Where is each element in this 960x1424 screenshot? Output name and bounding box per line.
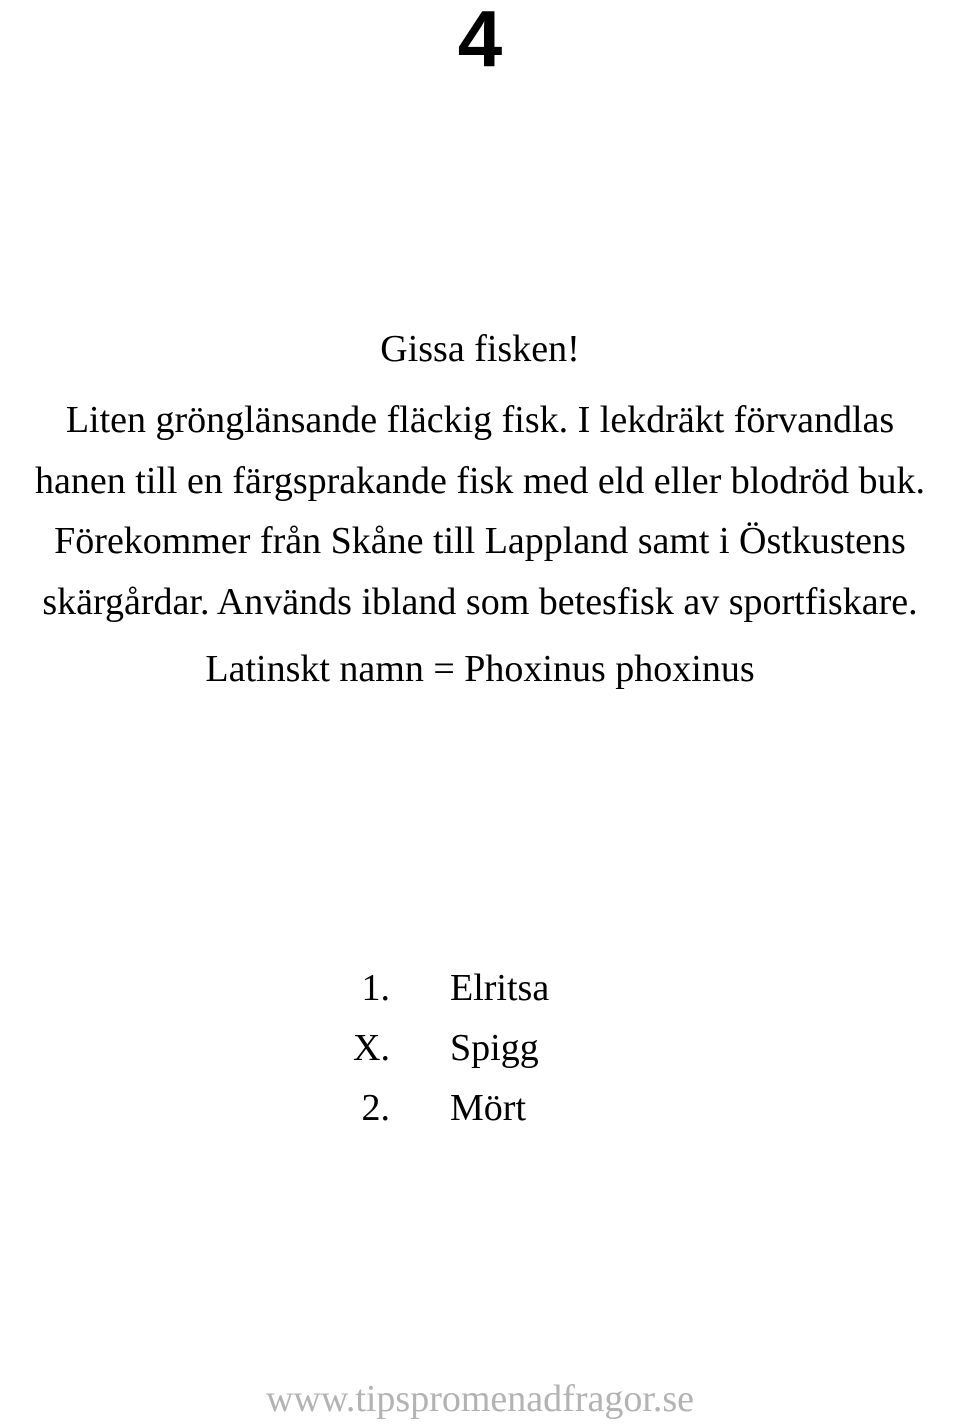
- answer-option-x: [0, 1018, 960, 1078]
- option-label: Mört: [450, 1087, 526, 1129]
- option-label: Spigg: [450, 1027, 539, 1069]
- description-line: Förekommer från Skåne till Lappland samt i Östkustens: [54, 520, 906, 562]
- description-line: skärgårdar. Används ibland som betesfisk av sportfiskare.: [42, 580, 918, 623]
- answer-option-1: [0, 958, 960, 1018]
- description-line: hanen till en färgsprakande fisk med eld eller blodröd buk.: [35, 459, 925, 502]
- footer-url: www.tipspromenadfragor.se: [265, 1378, 695, 1420]
- option-key: X.: [353, 1027, 390, 1069]
- answer-option-2: [0, 1078, 960, 1138]
- latin-name: Latinskt namn = Phoxinus phoxinus: [205, 648, 755, 690]
- option-label: Elritsa: [450, 967, 550, 1009]
- answer-options: [0, 958, 960, 1138]
- option-key: 2.: [361, 1087, 390, 1129]
- question-heading: Gissa fisken!: [380, 328, 580, 370]
- option-key: 1.: [361, 967, 390, 1009]
- question-description: [0, 390, 960, 632]
- description-line: Liten grönglänsande fläckig fisk. I lekdräkt förvandlas: [65, 399, 895, 441]
- question-number: 4: [457, 0, 503, 83]
